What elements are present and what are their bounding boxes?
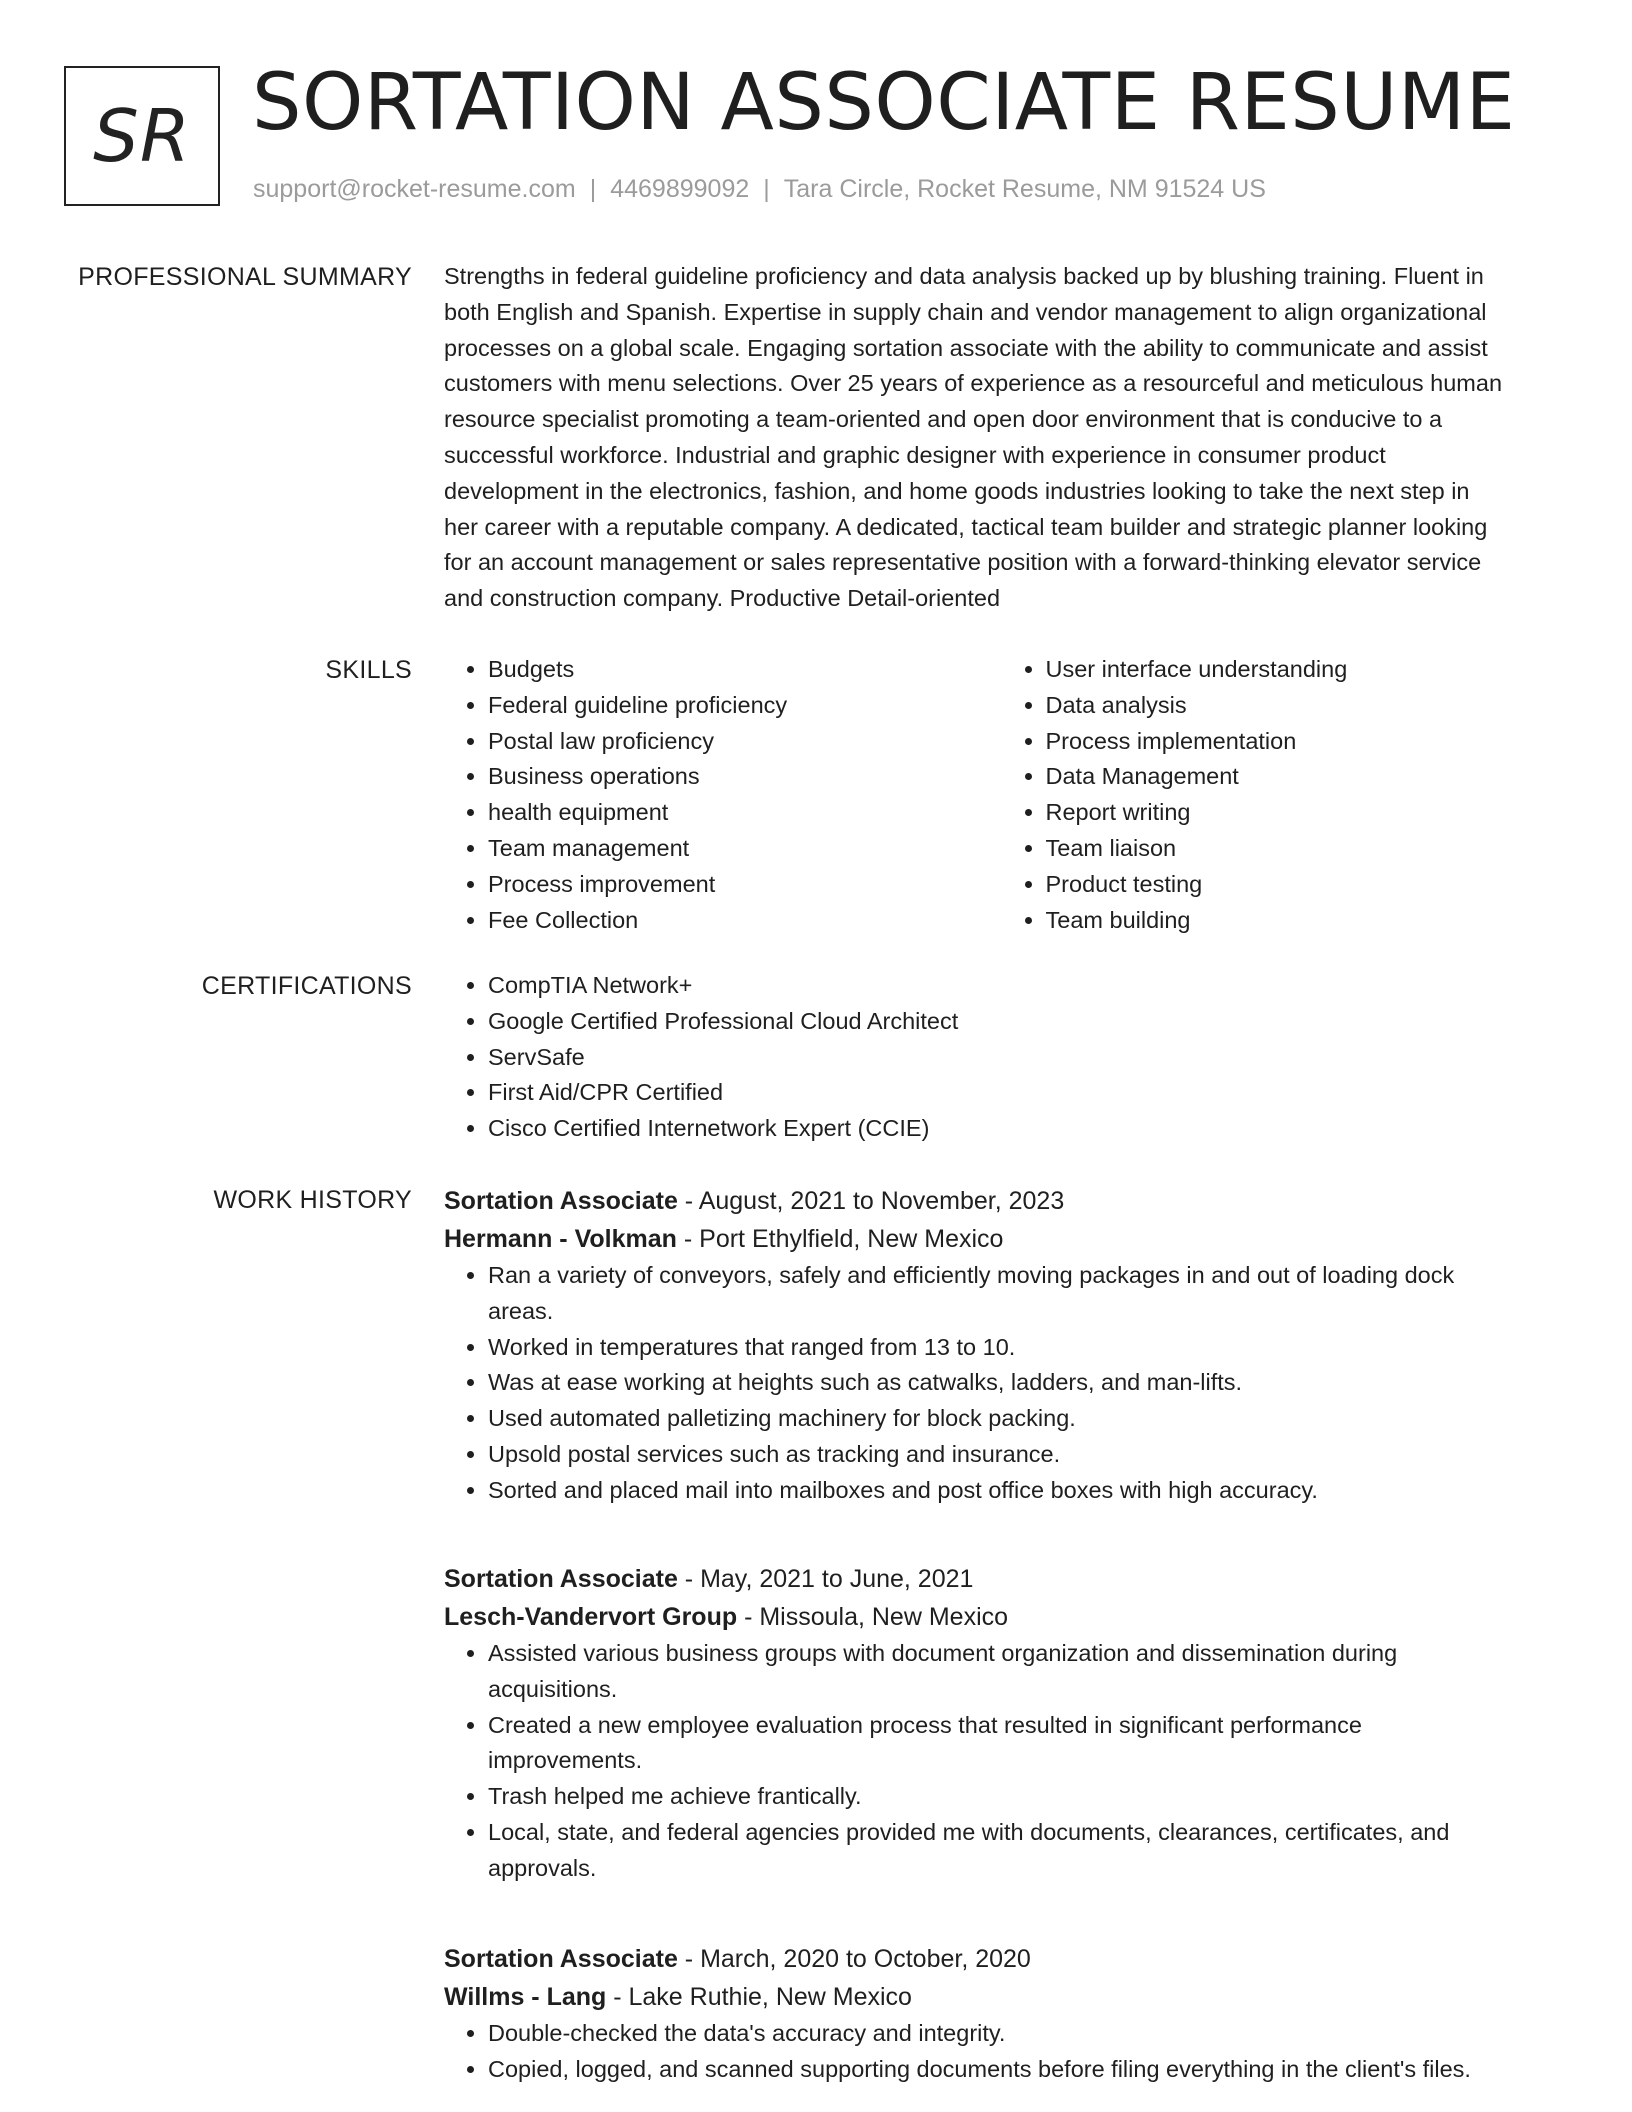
list-item: • Trash helped me achieve frantically. <box>488 1779 1559 1815</box>
contact-address: Tara Circle, Rocket Resume, NM 91524 US <box>783 175 1266 203</box>
job-dates: - March, 2020 to October, 2020 <box>677 1945 1031 1973</box>
resume-title: SORTATION ASSOCIATE RESUME <box>252 58 1516 148</box>
list-item: • Assisted various business groups with document organization and dissemination during acquisitions. <box>488 1636 1559 1708</box>
list-item: • Created a new employee evaluation process that resulted in significant performance improvements. <box>488 1708 1559 1780</box>
job-entry <box>444 1182 1559 1509</box>
job-company-line <box>444 1598 1559 1636</box>
job-duties-list <box>444 2016 1559 2088</box>
list-item: • Process improvement <box>488 867 1002 903</box>
job-company: Hermann - Volkman <box>444 1225 677 1253</box>
list-item: • Local, state, and federal agencies provided me with documents, clearances, certificates, and approvals. <box>488 1815 1559 1887</box>
list-item: • Copied, logged, and scanned supporting documents before filing everything in the client's files. <box>488 2052 1559 2088</box>
job-title: Sortation Associate <box>444 1565 678 1593</box>
job-company: Willms - Lang <box>444 1983 607 2011</box>
list-item: • Cisco Certified Internetwork Expert (CCIE) <box>488 1111 1559 1147</box>
list-item: • First Aid/CPR Certified <box>488 1075 1559 1111</box>
job-location: - Lake Ruthie, New Mexico <box>606 1983 912 2011</box>
job-location: - Missoula, New Mexico <box>737 1603 1009 1631</box>
section-label-work-history: WORK HISTORY <box>213 1186 412 1214</box>
list-item: • Data Management <box>1046 759 1560 795</box>
list-item: • Ran a variety of conveyors, safely and efficiently moving packages in and out of loading dock areas. <box>488 1258 1559 1330</box>
list-item: • Sorted and placed mail into mailboxes and post office boxes with high accuracy. <box>488 1473 1559 1509</box>
list-item: • Upsold postal services such as tracking and insurance. <box>488 1437 1559 1473</box>
job-dates: - May, 2021 to June, 2021 <box>677 1565 974 1593</box>
list-item: • Worked in temperatures that ranged from 13 to 10. <box>488 1330 1559 1366</box>
list-item: • Federal guideline proficiency <box>488 688 1002 724</box>
contact-separator: | <box>589 175 597 203</box>
job-company-line <box>444 1978 1559 2016</box>
job-title: Sortation Associate <box>444 1187 678 1215</box>
list-item: • Team liaison <box>1046 831 1560 867</box>
list-item: • Report writing <box>1046 795 1560 831</box>
contact-email: support@rocket-resume.com <box>253 175 576 203</box>
job-title-line <box>444 1182 1559 1220</box>
certifications-list <box>444 968 1559 1147</box>
section-label-certifications: CERTIFICATIONS <box>201 972 412 1000</box>
list-item: • Process implementation <box>1046 724 1560 760</box>
contact-line <box>253 172 1266 206</box>
list-item: • Google Certified Professional Cloud Architect <box>488 1004 1559 1040</box>
job-title: Sortation Associate <box>444 1945 678 1973</box>
job-dates: - August, 2021 to November, 2023 <box>677 1187 1065 1215</box>
job-entry <box>444 1560 1559 1887</box>
list-item: • Postal law proficiency <box>488 724 1002 760</box>
job-title-line <box>444 1940 1559 1978</box>
section-label-skills: SKILLS <box>325 656 412 684</box>
list-item: • Team building <box>1046 903 1560 939</box>
list-item: • Budgets <box>488 652 1002 688</box>
list-item: • Business operations <box>488 759 1002 795</box>
section-label-summary: PROFESSIONAL SUMMARY <box>78 263 412 291</box>
list-item: • CompTIA Network+ <box>488 968 1559 1004</box>
list-item: • Fee Collection <box>488 903 1002 939</box>
job-company: Lesch-Vandervort Group <box>444 1603 738 1631</box>
list-item: • Was at ease working at heights such as catwalks, ladders, and man-lifts. <box>488 1365 1559 1401</box>
skills-list-left <box>444 652 1002 938</box>
job-location: - Port Ethylfield, New Mexico <box>676 1225 1004 1253</box>
list-item: • Used automated palletizing machinery for block packing. <box>488 1401 1559 1437</box>
job-duties-list <box>444 1258 1559 1509</box>
job-company-line <box>444 1220 1559 1258</box>
contact-separator: | <box>763 175 770 203</box>
job-title-line <box>444 1560 1559 1598</box>
summary-text: Strengths in federal guideline proficiency and data analysis backed up by blushing training. Fluent in both English and Spanish. Expertise in supply chain and vendor management to align organizational processes on a global scale. Engaging sortation associate with the ability to communicate and assist customers with menu selections. Over 25 years of experience as a resourceful and meticulous human resource specialist promoting a team-oriented and open door environment that is conducive to a successful workforce. Industrial and graphic designer with experience in consumer product development in the electronics, fashion, and home goods industries looking to take the next step in her career with a reputable company. A dedicated, tactical team builder and strategic planner looking for an account management or sales representative position with a forward-thinking elevator service and construction company. Productive Detail-oriented <box>444 263 1503 612</box>
job-duties-list <box>444 1636 1559 1887</box>
monogram-logo: SR <box>64 66 220 206</box>
list-item: • health equipment <box>488 795 1002 831</box>
skills-list-right <box>1002 652 1560 938</box>
list-item: • Product testing <box>1046 867 1560 903</box>
list-item: • Team management <box>488 831 1002 867</box>
contact-phone: 4469899092 <box>610 175 750 203</box>
list-item: • User interface understanding <box>1046 652 1560 688</box>
list-item: • ServSafe <box>488 1040 1559 1076</box>
list-item: • Double-checked the data's accuracy and integrity. <box>488 2016 1559 2052</box>
job-entry <box>444 1940 1559 2088</box>
list-item: • Data analysis <box>1046 688 1560 724</box>
